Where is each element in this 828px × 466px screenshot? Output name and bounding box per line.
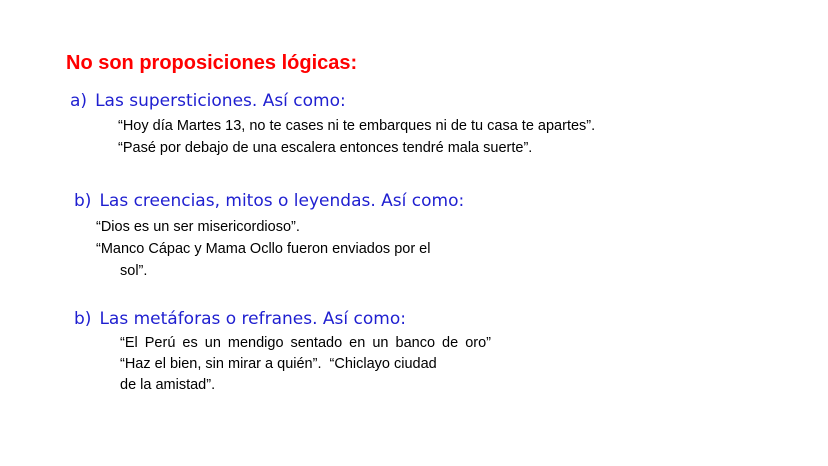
list-marker: b): [74, 309, 92, 329]
example-line: “Haz el bien, sin mirar a quién”. “Chiclayo ciudad: [120, 356, 437, 372]
example-line: sol”.: [120, 263, 148, 279]
section-heading-metaforas: [74, 308, 406, 330]
slide-title: No son proposiciones lógicas:: [66, 52, 358, 74]
example-line: de la amistad”.: [120, 377, 216, 393]
example-line: “El Perú es un mendigo sentado en un banco de oro”: [120, 335, 491, 351]
example-line: “Dios es un ser misericordioso”.: [96, 219, 300, 235]
example-line: “Hoy día Martes 13, no te cases ni te embarques ni de tu casa te apartes”.: [118, 118, 596, 134]
section-heading-supersticiones: [70, 90, 346, 112]
example-line: “Manco Cápac y Mama Ocllo fueron enviados por el: [96, 241, 431, 257]
list-marker: b): [74, 191, 92, 211]
section-heading-text: Las metáforas o refranes. Así como:: [99, 309, 406, 329]
example-line: “Pasé por debajo de una escalera entonces tendré mala suerte”.: [118, 140, 533, 156]
section-heading-text: Las supersticiones. Así como:: [95, 91, 346, 111]
section-heading-text: Las creencias, mitos o leyendas. Así como:: [99, 191, 465, 211]
section-heading-creencias: [74, 190, 464, 212]
list-marker: a): [70, 91, 88, 111]
